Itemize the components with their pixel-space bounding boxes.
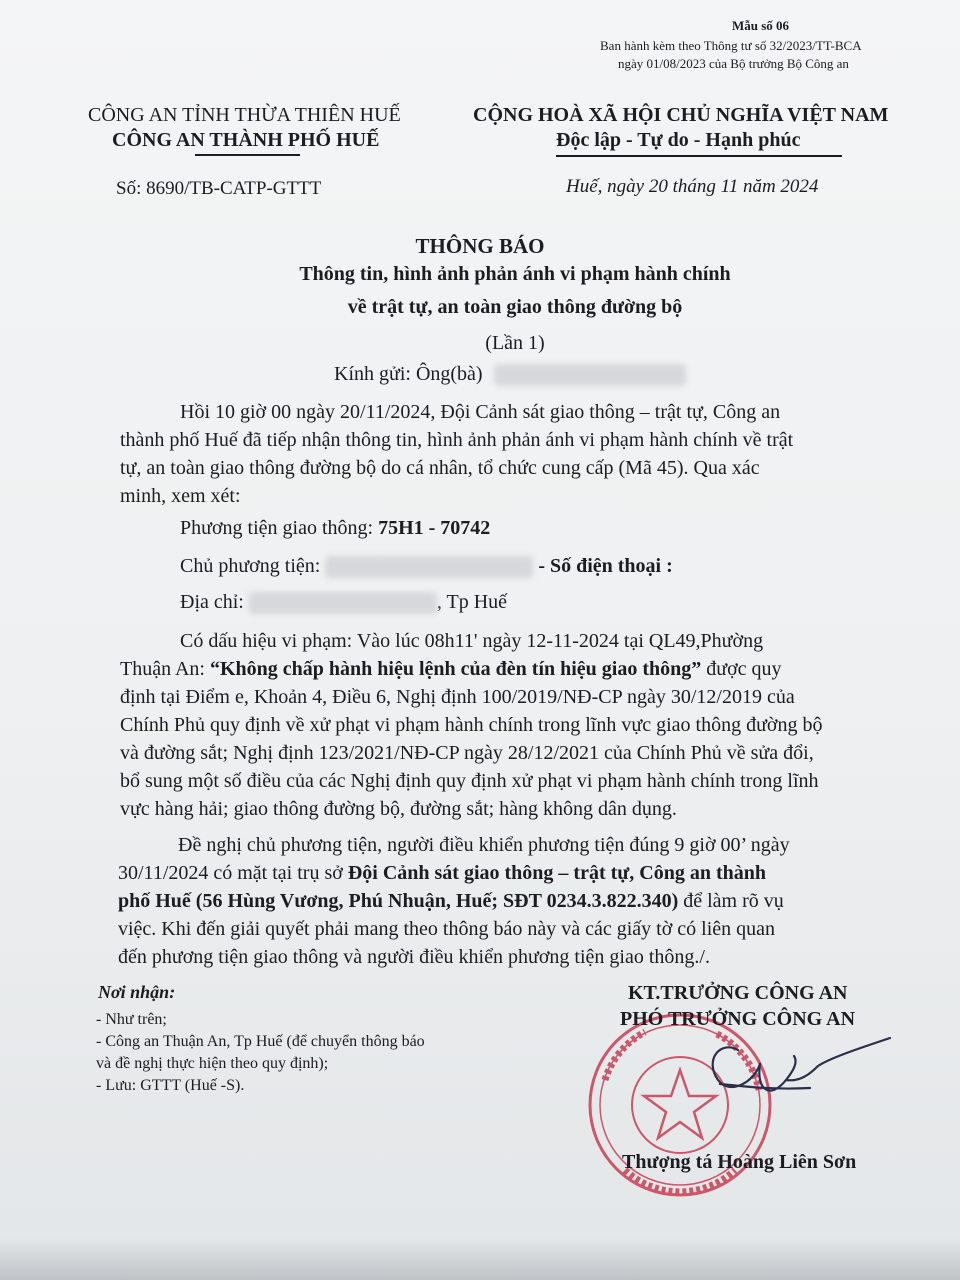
violation-line2	[120, 656, 782, 683]
violation-line4: Chính Phủ quy định về xử phạt vi phạm hành chính trong lĩnh vực giao thông đường bộ	[120, 714, 823, 736]
agency-parent: CÔNG AN TỈNH THỪA THIÊN HUẾ	[88, 104, 401, 126]
title-attempt: (Lần 1)	[485, 332, 545, 354]
form-number: Mẫu số 06	[732, 18, 790, 33]
request-address: phố Huế (56 Hùng Vương, Phú Nhuận, Huế; SĐT 0234.3.822.340)	[118, 890, 679, 912]
recipient-label: Kính gửi: Ông(bà)	[334, 363, 483, 385]
intro-line4: minh, xem xét:	[120, 485, 241, 507]
nation-motto: Độc lập - Tự do - Hạnh phúc	[556, 129, 801, 151]
phone-label: - Số điện thoại :	[538, 555, 673, 577]
document-title: THÔNG BÁO	[415, 234, 545, 258]
violation-offense: “Không chấp hành hiệu lệnh của đèn tín hiệu giao thông”	[210, 658, 702, 680]
signer-name: Thượng tá Hoàng Liên Sơn	[622, 1151, 857, 1173]
agency-name: CÔNG AN THÀNH PHỐ HUẾ	[112, 129, 380, 151]
request-office: Đội Cảnh sát giao thông – trật tự, Công an thành	[347, 862, 766, 884]
title-line1: Thông tin, hình ảnh phản ánh vi phạm hành chính	[299, 263, 731, 285]
handwritten-signature-icon	[690, 1020, 900, 1120]
violation-location: Thuận An:	[120, 658, 210, 680]
recipient-line	[334, 363, 686, 386]
document-date: Huế, ngày 20 tháng 11 năm 2024	[566, 176, 819, 197]
intro-line3: tự, an toàn giao thông đường bộ do cá nhân, tổ chức cung cấp (Mã 45). Qua xác	[120, 457, 760, 479]
recipients-item1: - Như trên;	[96, 1011, 167, 1028]
recipients-item2a: - Công an Thuận An, Tp Huế (để chuyển thông báo	[96, 1033, 425, 1050]
form-issued-line2: ngày 01/08/2023 của Bộ trưởng Bộ Công an	[618, 56, 849, 71]
request-line3-tail: để làm rõ vụ	[678, 890, 784, 912]
address-line	[180, 589, 507, 616]
vehicle-line	[180, 515, 490, 542]
vehicle-plate: 75H1 - 70742	[378, 517, 491, 539]
violation-line5: và đường sắt; Nghị định 123/2021/NĐ-CP ngày 28/12/2021 của Chính Phủ về sửa đổi,	[120, 742, 814, 764]
owner-label: Chủ phương tiện:	[180, 555, 326, 577]
signature-title2: PHÓ TRƯỞNG CÔNG AN	[620, 1008, 856, 1030]
violation-line6: bổ sung một số điều của các Nghị định quy định xử phạt vi phạm hành chính trong lĩnh	[120, 770, 819, 792]
redacted-address	[249, 592, 437, 614]
vehicle-label: Phương tiện giao thông:	[180, 517, 379, 539]
agency-underline	[195, 154, 300, 156]
title-line2: về trật tự, an toàn giao thông đường bộ	[347, 296, 683, 318]
request-line2	[118, 860, 766, 887]
address-label: Địa chỉ:	[180, 591, 249, 613]
violation-line7: vực hàng hải; giao thông đường bộ, đường sắt; hàng không dân dụng.	[120, 798, 677, 820]
document-number: Số: 8690/TB-CATP-GTTT	[116, 178, 322, 199]
recipients-item3: - Lưu: GTTT (Huế -S).	[96, 1077, 245, 1094]
page-edge-shadow	[0, 1238, 960, 1280]
request-line1: Đề nghị chủ phương tiện, người điều khiển phương tiện đúng 9 giờ 00’ ngày	[178, 834, 790, 856]
redacted-owner	[325, 556, 533, 578]
owner-line	[180, 553, 673, 580]
recipients-title: Nơi nhận:	[98, 982, 176, 1002]
redacted-recipient	[494, 364, 686, 386]
intro-line2: thành phố Huế đã tiếp nhận thông tin, hình ảnh phản ánh vi phạm hành chính về trật	[120, 429, 794, 451]
violation-line2-tail: được quy	[701, 658, 782, 680]
request-line5: đến phương tiện giao thông và người điều khiển phương tiện giao thông./.	[118, 946, 710, 968]
request-line4: việc. Khi đến giải quyết phải mang theo thông báo này và các giấy tờ có liên quan	[118, 918, 776, 940]
nation-name: CỘNG HOÀ XÃ HỘI CHỦ NGHĨA VIỆT NAM	[473, 104, 889, 126]
address-suffix: , Tp Huế	[436, 591, 508, 613]
motto-underline	[556, 155, 842, 157]
recipients-item2b: và đề nghị thực hiện theo quy định);	[96, 1055, 329, 1072]
violation-line1: Có dấu hiệu vi phạm: Vào lúc 08h11' ngày 12-11-2024 tại QL49,Phường	[180, 630, 764, 652]
request-date: 30/11/2024 có mặt tại trụ sở	[118, 862, 348, 884]
request-line3	[118, 888, 784, 915]
form-issued-line1: Ban hành kèm theo Thông tư số 32/2023/TT-BCA	[600, 38, 862, 53]
violation-line3: định tại Điểm e, Khoản 4, Điều 6, Nghị định 100/2019/NĐ-CP ngày 30/12/2019 của	[120, 686, 795, 708]
signature-title1: KT.TRƯỞNG CÔNG AN	[628, 982, 848, 1004]
intro-line1: Hồi 10 giờ 00 ngày 20/11/2024, Đội Cảnh sát giao thông – trật tự, Công an	[180, 401, 781, 423]
